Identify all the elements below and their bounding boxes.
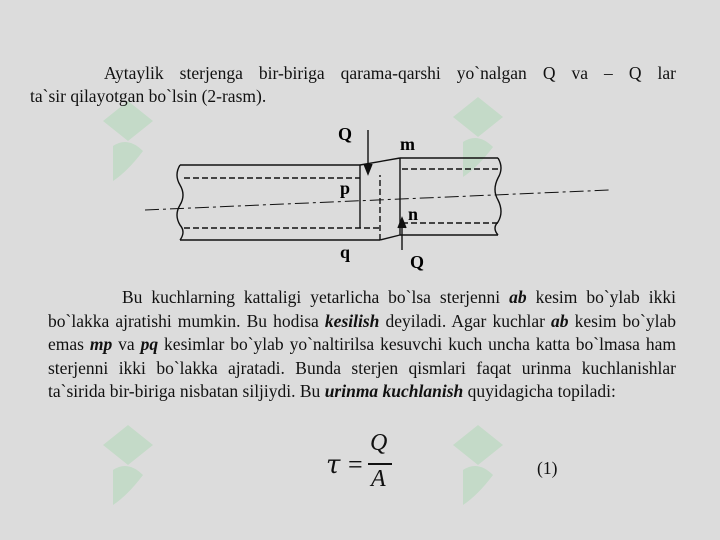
- body-text-4: kesim bo`ylab emas: [48, 310, 676, 355]
- formula-tau: τ: [326, 450, 341, 480]
- term-ab-2: ab: [551, 310, 569, 331]
- watermark-logo-icon: [98, 420, 158, 510]
- label-q-top: Q: [338, 124, 353, 144]
- label-q-small: q: [340, 242, 351, 262]
- label-q-bottom: Q: [410, 252, 425, 272]
- body-text-7: quyidagicha topiladi:: [463, 381, 616, 402]
- formula-denominator: A: [371, 466, 386, 492]
- intro-line-1: Aytaylik sterjenga bir-biriga qarama-qarshi yo`nalgan Q va – Q lar: [104, 63, 676, 83]
- formula-equals: =: [348, 450, 363, 479]
- formula-numerator: Q: [370, 430, 388, 456]
- label-m: m: [400, 134, 415, 154]
- term-kesilish: kesilish: [324, 310, 380, 331]
- body-text-6: kesimlar bo`ylab yo`naltirilsa kesuvchi kuch uncha katta bo`lmasa ham sterjenni ikki bo`lakka ajratadi. Bunda sterjen qismlari faqat urinma kuchlanishlar ta`sirida bir-biriga nisbatan siljiydi. Bu: [48, 334, 676, 402]
- body-text-1: Bu kuchlarning kattaligi yetarlicha bo`lsa sterjenni: [122, 287, 510, 307]
- body-text-3: deyiladi. Agar kuchlar: [379, 310, 552, 331]
- intro-line-2: ta`sir qilayotgan bo`lsin (2-rasm).: [30, 86, 267, 106]
- term-pq: pq: [140, 334, 159, 355]
- intro-paragraph: [30, 62, 676, 108]
- body-text-2: kesim bo`ylab ikki bo`lakka ajratishi mumkin. Bu hodisa: [48, 287, 676, 331]
- watermark-logo-icon: [448, 420, 508, 510]
- body-paragraph: [48, 286, 676, 404]
- term-ab: ab: [509, 287, 527, 307]
- equation-number: (1): [537, 458, 558, 478]
- label-p: p: [340, 178, 351, 198]
- label-n: n: [408, 204, 419, 224]
- body-text-5: va: [112, 334, 141, 355]
- shear-diagram: [140, 120, 620, 280]
- term-urinma-kuchlanish: urinma kuchlanish: [324, 381, 464, 402]
- formula-fraction-bar: [368, 463, 392, 465]
- term-mp: mp: [89, 334, 113, 355]
- shear-stress-formula: [320, 430, 420, 498]
